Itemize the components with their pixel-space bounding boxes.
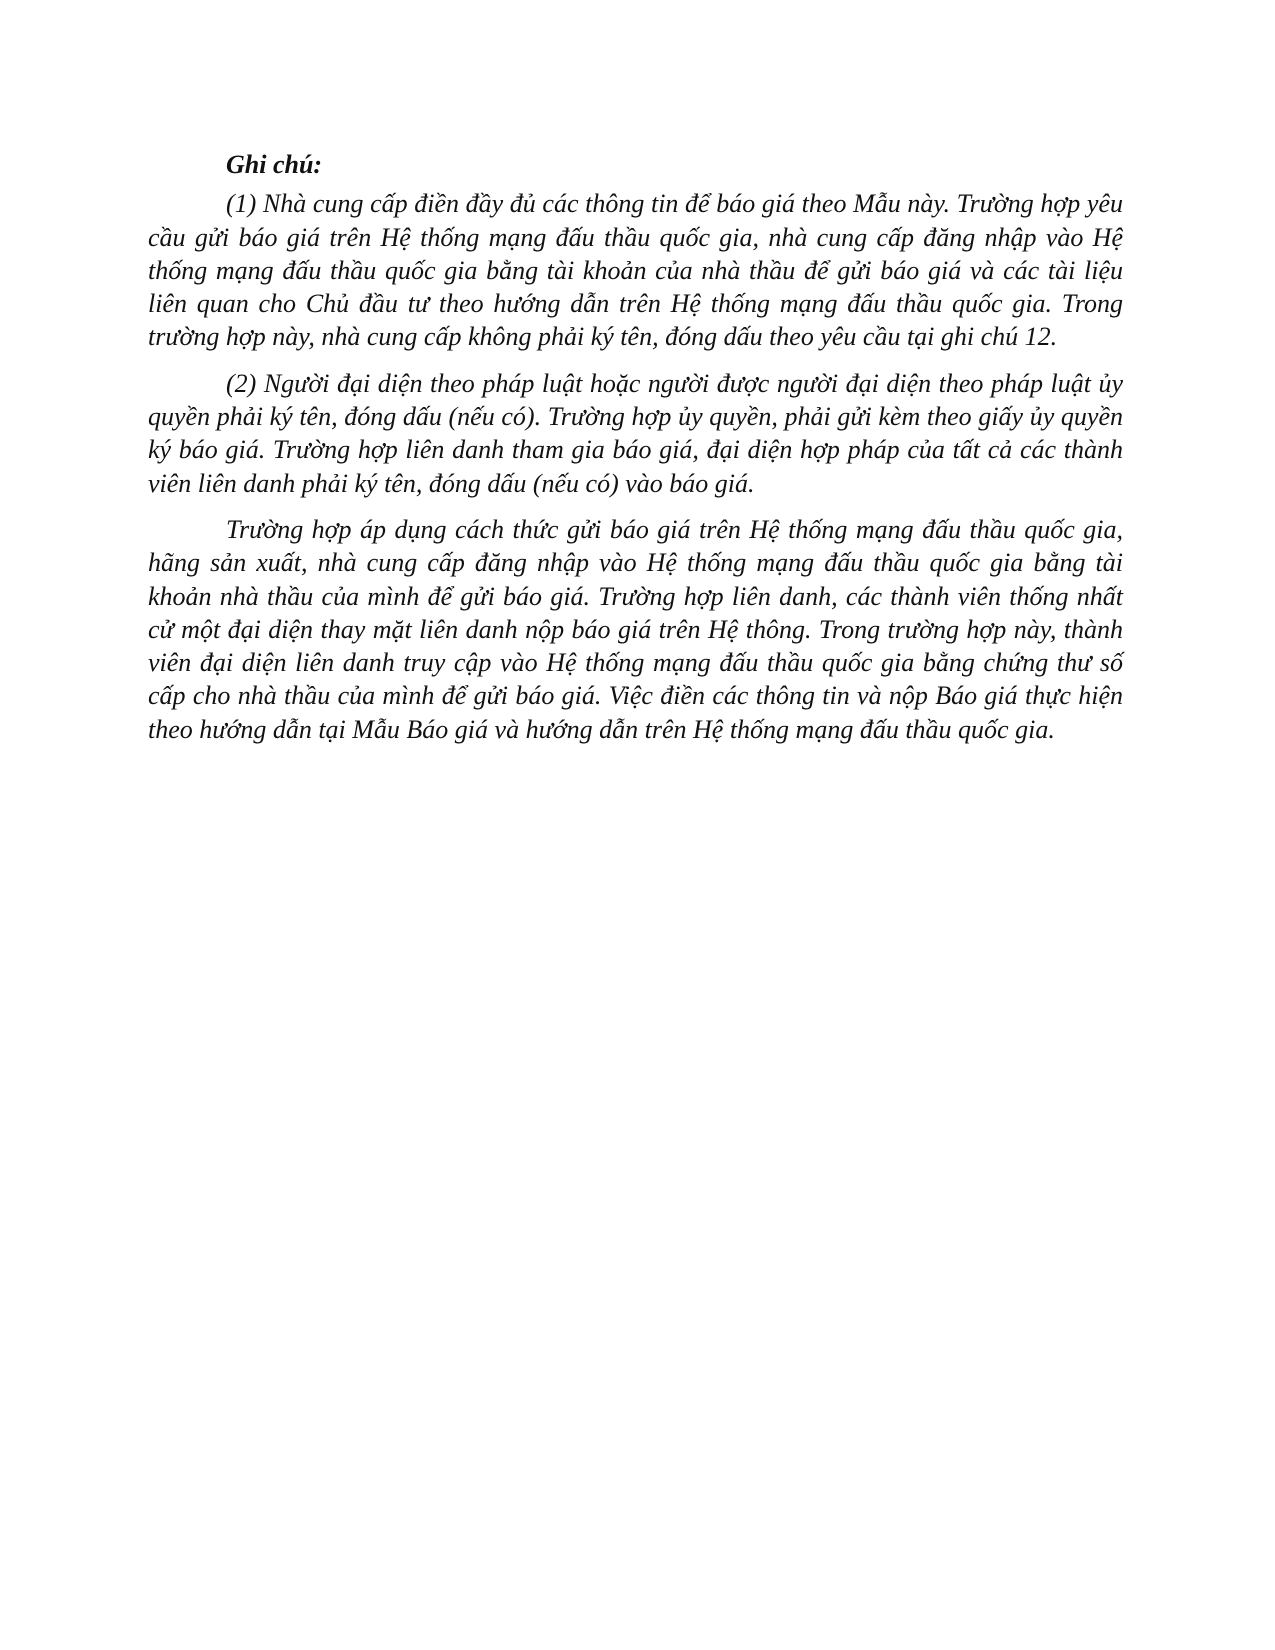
note-paragraph-3: Trường hợp áp dụng cách thức gửi báo giá trên Hệ thống mạng đấu thầu quốc gia, hãng sản xuất, nhà cung cấp đăng nhập vào Hệ thống mạng đấu thầu quốc gia bằng tài khoản nhà thầu của mình để gửi báo giá. Trường hợp liên danh, các thành viên thống nhất cử một đại diện thay mặt liên danh nộp báo giá trên Hệ thông. Trong trường hợp này, thành viên đại diện liên danh truy cập vào Hệ thống mạng đấu thầu quốc gia bằng chứng thư số cấp cho nhà thầu của mình để gửi báo giá. Việc điền các thông tin và nộp Báo giá thực hiện theo hướng dẫn tại Mẫu Báo giá và hướng dẫn trên Hệ thống mạng đấu thầu quốc gia. (148, 514, 1123, 744)
note-paragraph-2: (2) Người đại diện theo pháp luật hoặc người được người đại diện theo pháp luật ủy quyền phải ký tên, đóng dấu (nếu có). Trường hợp ủy quyền, phải gửi kèm theo giấy ủy quyền ký báo giá. Trường hợp liên danh tham gia báo giá, đại diện hợp pháp của tất cả các thành viên liên danh phải ký tên, đóng dấu (nếu có) vào báo giá. (148, 368, 1123, 498)
notes-heading: Ghi chú: (226, 150, 323, 179)
note-paragraph-1: (1) Nhà cung cấp điền đầy đủ các thông tin để báo giá theo Mẫu này. Trường hợp yêu cầu gửi báo giá trên Hệ thống mạng đấu thầu quốc gia, nhà cung cấp đăng nhập vào Hệ thống mạng đấu thầu quốc gia bằng tài khoản của nhà thầu để gửi báo giá và các tài liệu liên quan cho Chủ đầu tư theo hướng dẫn trên Hệ thống mạng đấu thầu quốc gia. Trong trường hợp này, nhà cung cấp không phải ký tên, đóng dấu theo yêu cầu tại ghi chú 12. (148, 189, 1123, 352)
notes-section (148, 148, 1123, 759)
